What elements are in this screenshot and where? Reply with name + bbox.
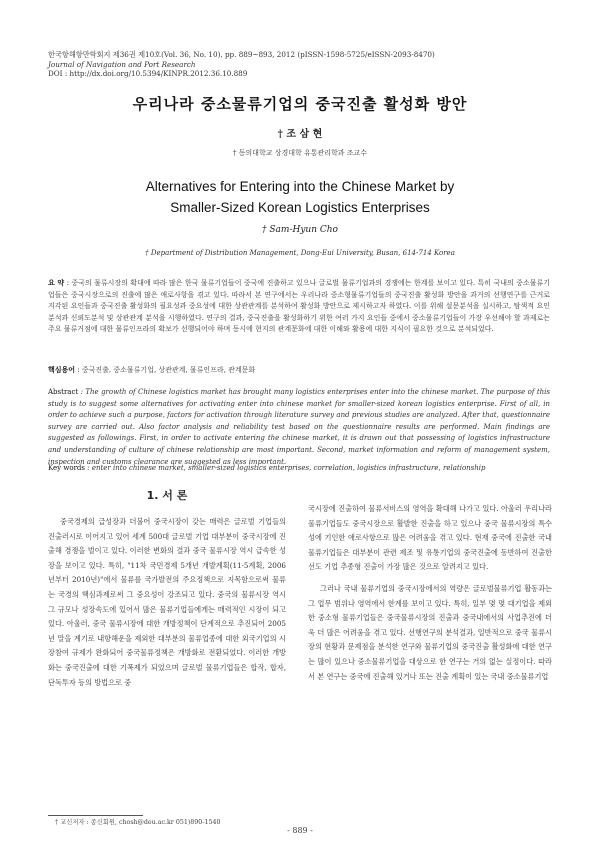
journal-name: Journal of Navigation and Port Research <box>48 59 196 69</box>
left-paragraph: 중국경제의 급성장과 더불어 중국시장이 갖는 매력은 글로벌 기업들의 진출러시로 이어지고 있어 세계 500대 글로벌 기업 대부분이 중국시장에 진출해 경쟁을 벌이고 있다. 이러한 변화의 결과 중국 물류시장 역시 급속한 성장을 보이고 있다. 특히, "11차 국민경제 5개년 개발계획(11·5계획, 2006년부터 2010년)"에서 물류를 국가발전의 주요정책으로 지목함으로써 물류는 국경의 핵심과제로써 그 중요성이 강조되고 있다. 중국의 물류시장 역시 그 규모나 성장속도에 있어서 많은 물류기업들에게는 매력적인 시장이 되고 있다. 아울러, 중국 물류시장에 대한 개방정책이 단계적으로 추진되어 2005년 말을 계기로 내항해운을 제외한 대부분의 물류업종에 대한 외국기업의 시장참여 규제가 완화되어 중국물류정책은 개방화로 전환되었다. 이러한 개방화는 중국진출에 대한 기폭제가 되었으며 글로벌 물류기업들은 합작, 합자, 단독투자 등의 방법으로 중 <box>48 517 286 687</box>
title-english <box>0 176 600 218</box>
abstract-english-label: Abstract <box>48 388 79 396</box>
footnote: † 교신저자 : 종신회원, chosh@deu.ac.kr 051)890-1540 <box>55 819 221 826</box>
page-number: - 889 - <box>287 826 313 835</box>
title-korean: 우리나라 중소물류기업의 중국진출 활성화 방안 <box>132 95 468 113</box>
doi-line: DOI : http://dx.doi.org/10.5394/KINPR.2012.36.10.889 <box>48 69 248 78</box>
journal-citation: 한국항해항만학회지 제36권 제10호(Vol. 36, No. 10), pp. 889~893, 2012 (pISSN-1598-5725/eISSN-2093-8470) <box>48 50 435 59</box>
footnote-divider <box>48 815 143 816</box>
abstract-korean <box>48 277 550 336</box>
abstract-korean-text: : 중국의 물류시장의 확대에 따라 많은 한국 물류기업들이 중국에 진출하고 있으나 글로벌 물류기업과의 경쟁에는 한계를 보이고 있다. 특히 국내의 중소물류기업들은 중국시장으로의 진출에 많은 애로사항을 겪고 있다. 따라서 본 연구에서는 우리나라 중소형물류기업들의 중국진출 활성화 방안을 과거의 선행연구를 근거로 지각된 요인들과 중국진출 활성화의 필요성과 중요성에 대한 상관관계를 분석하여 활성화 방안으로 제시하고자 하였다. 이를 위해 설문분석을 실시하고, 탐색적 요인분석과 신뢰도분석 및 상관관계 분석을 시행하였다. 연구의 결과, 중국진출을 활성화하기 위한 여러 가지 요인들 중에서 중소물류기업들이 가장 우선해야 할 과제로는 주요 물류거점에 대한 물류인프라의 확보가 선행되어야 하며 동시에 현지의 관계문화에 대한 이해와 활용에 대한 지식이 필요한 것으로 분석되었다. <box>48 279 550 334</box>
right-paragraph: 국시장에 진출하여 물류서비스의 영역을 확대해 나가고 있다. 아울러 우리나라 물류기업들도 중국시장으로 활발한 진출을 하고 있으나 중국 물류시장의 특수성에 기인한 애로사항으로 많은 어려움을 겪고 있다. 현재 중국에 진출한 국내 물류기업들은 대부분이 관련 제조 및 유통기업의 중국진출에 동반하여 진출한 선도 기업 추종형 진출이 가장 많은 것으로 알려지고 있다. <box>308 504 552 572</box>
keywords-korean-text: : 중국진출, 중소물류기업, 상관관계, 물류인프라, 관계문화 <box>77 366 256 374</box>
author-korean: † 조 삼 현 <box>277 129 323 140</box>
title-english-line1: Alternatives for Entering into the Chinese Market by <box>145 179 455 194</box>
affiliation-english: † Department of Distribution Management, Dong-Eui University, Busan, 614-714 Korea <box>145 249 455 257</box>
keywords-english <box>48 464 550 472</box>
abstract-english-text: : The growth of Chinese logistics market has brought many logistics enterprises enter into the chinese market. The purpose of this study is to suggest some alternatives for activating enter into chinese market for smaller-sized korean logistics enterprise. First of all, in order to achieve such a purpose, factors for activation through literature survey and previous studies are analyzed. After that, questionnaire survey are carried out. Also factor analysis and reliability test based on the questionnaire results are performed. Main findings are suggested as followings. First, in order to activate entering the chinese market, it is drawn out that possessing of logistics infrastructure and understanding of culture of chinese relationship are most important. Second, market information and reform of management system, inspection and customs clearance are suggested as less important. <box>48 388 550 466</box>
keywords-english-label: Key words <box>48 464 85 472</box>
keywords-english-text: : enter into chinese market, smaller-sized logistics enterprises, correlation, logistics infrastructure, relationship <box>87 464 486 472</box>
left-column <box>48 515 286 690</box>
affiliation-korean: † 동의대학교 상경대학 유통관리학과 조교수 <box>232 149 368 157</box>
keywords-korean-label: 핵심용어 <box>48 365 76 374</box>
right-column <box>308 502 552 684</box>
abstract-korean-label: 요 약 <box>48 278 65 287</box>
right-paragraph: 그러나 국내 물류기업의 중국시장에서의 역량은 글로벌물류기업 활동과는 그 업무 범위나 영역에서 한계를 보이고 있다. 특히, 일부 몇 몇 대기업을 제외한 중소형 물류기업들은 중국물류시장의 진출과 중국내에서의 사업추진에 더욱 더 많은 어려움을 겪고 있다. 선행연구의 분석결과, 일반적으로 중국 물류시장의 현황과 문제점을 분석한 연구와 물류기업의 중국진출 활성화에 대한 연구는 많이 있으나 중소물류기업을 대상으로 한 연구는 거의 없는 실정이다. 따라서 본 연구는 중국에 진출해 있거나 또는 진출 계획이 있는 국내 중소물류기업 <box>308 583 552 681</box>
abstract-english <box>48 387 550 468</box>
author-english: † Sam-Hyun Cho <box>262 225 338 235</box>
title-english-line2: Smaller-Sized Korean Logistics Enterprises <box>170 200 430 215</box>
keywords-korean <box>48 365 550 375</box>
section-heading: 1. 서 론 <box>146 489 188 502</box>
journal-header <box>48 50 435 79</box>
